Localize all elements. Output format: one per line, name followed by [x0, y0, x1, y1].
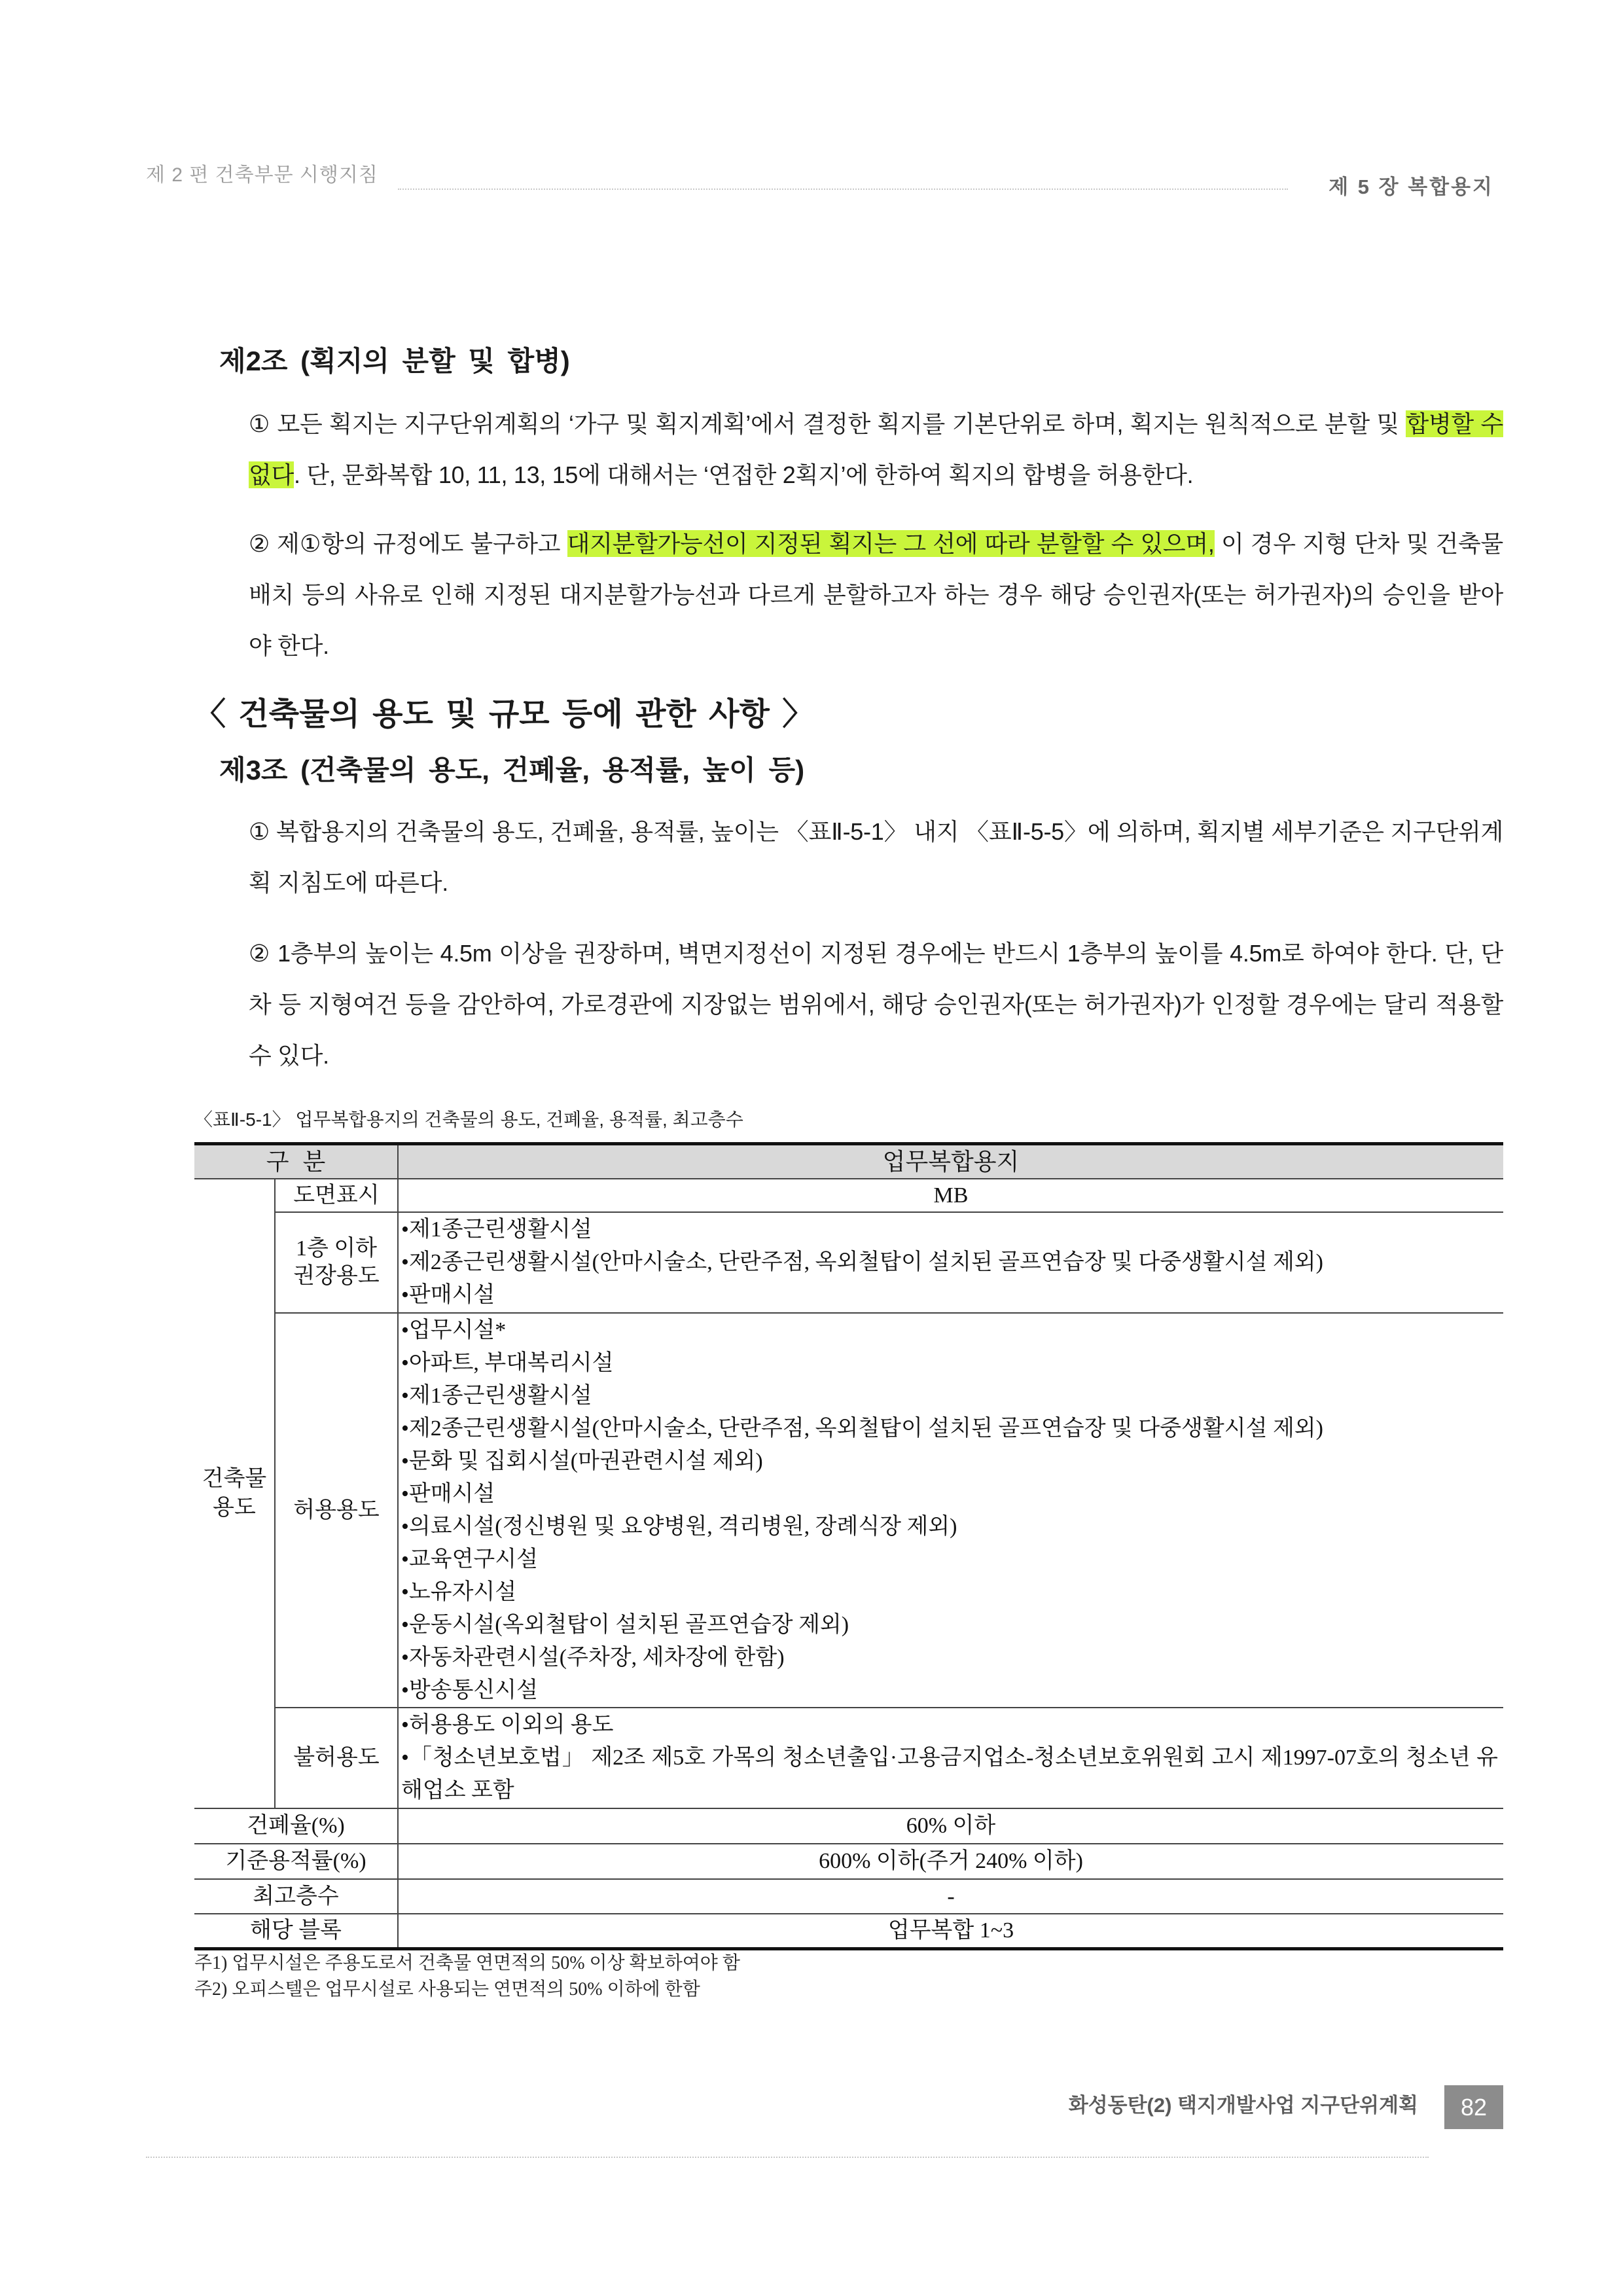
prohibited-use-label: 불허용도: [275, 1708, 398, 1808]
table-row: [194, 1914, 1503, 1949]
permitted-use-list: [398, 1313, 1503, 1708]
running-header-part: 제 2 편 건축부문 시행지침: [146, 164, 378, 186]
table-row: [194, 1708, 1503, 1808]
table-row: [194, 1879, 1503, 1914]
table-notes: [194, 1950, 1503, 2003]
drawing-mark-label: 도면표시: [275, 1179, 398, 1212]
list-item: •제1종근린생활시설: [401, 1383, 592, 1408]
list-item: •허용용도 이외의 용도: [401, 1713, 614, 1737]
list-item: •판매시설: [401, 1481, 495, 1506]
list-item: •의료시설(정신병원 및 요양병원, 격리병원, 장례식장 제외): [401, 1514, 957, 1539]
paragraph-text: ② 제①항의 규정에도 불구하고: [249, 530, 567, 557]
applicable-block-label: 해당 블록: [194, 1914, 398, 1949]
list-item: •「청소년보호법」 제2조 제5호 가목의 청소년출입·고용금지업소-청소년보호위원회 고시 제1997-07호의 청소년 유해업소 포함: [401, 1746, 1498, 1803]
running-header-chapter: 제 5 장 복합용지: [1329, 175, 1494, 198]
article-2-title: 제2조 (획지의 분할 및 합병): [219, 346, 570, 376]
header-zone-cell: 업무복합용지: [398, 1144, 1503, 1179]
article-3-paragraph-1: ① 복합용지의 건축물의 용도, 건폐율, 용적률, 높이는 〈표Ⅱ-5-1〉 내지 〈표Ⅱ-5-5〉에 의하며, 획지별 세부기준은 지구단위계획 지침도에 따른다.: [249, 818, 1503, 896]
group-label-line: 용도: [213, 1496, 256, 1520]
table-note: 주2) 오피스텔은 업무시설로 사용되는 연면적의 50% 이하에 한함: [194, 1979, 700, 2000]
list-item: •업무시설*: [401, 1318, 507, 1342]
list-item: •방송통신시설: [401, 1677, 538, 1702]
paragraph-text: ① 모든 획지는 지구단위계획의 ‘가구 및 획지계획’에서 결정한 획지를 기본단위로 하며, 획지는 원칙적으로 분할 및: [249, 410, 1406, 437]
permitted-use-label: 허용용도: [275, 1313, 398, 1708]
article-2-paragraph-2: [249, 518, 1503, 672]
list-item: •운동시설(옥외철탑이 설치된 골프연습장 제외): [401, 1612, 849, 1637]
header-category-cell: 구 분: [194, 1144, 398, 1179]
section-heading: 〈 건축물의 용도 및 규모 등에 관한 사항 〉: [194, 697, 814, 732]
max-floors-value: -: [398, 1879, 1503, 1914]
table-header-row: [194, 1144, 1503, 1179]
list-item: •자동차관련시설(주차장, 세차장에 한함): [401, 1645, 785, 1670]
list-item: •노유자시설: [401, 1579, 517, 1604]
article-2-paragraph-1: [249, 399, 1503, 501]
footer-dotted-rule: [146, 2157, 1429, 2158]
table-row: [194, 1212, 1503, 1313]
label-line: 권장용도: [293, 1264, 380, 1288]
article-3-title: 제3조 (건축물의 용도, 건폐율, 용적률, 높이 등): [219, 755, 805, 785]
page-body: [194, 342, 1503, 2003]
list-item: •교육연구시설: [401, 1547, 538, 1571]
table-caption: 〈표Ⅱ-5-1〉 업무복합용지의 건축물의 용도, 건폐율, 용적률, 최고층수: [194, 1109, 743, 1130]
page-number: 82: [1444, 2085, 1503, 2129]
list-item: •아파트, 부대복리시설: [401, 1350, 614, 1375]
coverage-ratio-value: 60% 이하: [398, 1808, 1503, 1844]
drawing-mark-value: MB: [398, 1179, 1503, 1212]
table-row: [194, 1179, 1503, 1212]
highlighted-text: 합병할 수 없다: [249, 410, 1503, 488]
list-item: •문화 및 집회시설(마권관련시설 제외): [401, 1448, 763, 1473]
group-label-line: 건축물: [202, 1467, 267, 1491]
table-row: [194, 1313, 1503, 1708]
max-floors-label: 최고층수: [194, 1879, 398, 1914]
table-row: [194, 1844, 1503, 1879]
list-item: •제1종근린생활시설: [401, 1217, 592, 1242]
article-3-paragraph-2: ② 1층부의 높이는 4.5m 이상을 권장하며, 벽면지정선이 지정된 경우에는 반드시 1층부의 높이를 4.5m로 하여야 한다. 단, 단차 등 지형여건 등을 감안하여, 가로경관에 지장없는 범위에서, 해당 승인권자(또는 허가권자)가 인정할 경우에는 달리 적용할 수 있다.: [249, 940, 1503, 1069]
footer-document-title: 화성동탄(2) 택지개발사업 지구단위계획: [1068, 2094, 1418, 2117]
applicable-block-value: 업무복합 1~3: [398, 1914, 1503, 1949]
highlighted-text: 대지분할가능선이 지정된 획지는 그 선에 따라 분할할 수 있으며,: [567, 530, 1215, 557]
coverage-ratio-label: 건폐율(%): [194, 1808, 398, 1844]
paragraph-text: 이 경우 지형 단차 및 건축물 배치 등의 사유로 인해 지정된 대지분할가능선과 다르게 분할하고자 하는 경우 해당 승인권자(또는 허가권자)의 승인을 받아야 한다.: [249, 530, 1503, 659]
floor-area-ratio-value: 600% 이하(주거 240% 이하): [398, 1844, 1503, 1879]
list-item: •제2종근린생활시설(안마시술소, 단란주점, 옥외철탑이 설치된 골프연습장 및 다중생활시설 제외): [401, 1250, 1323, 1274]
list-item: •제2종근린생활시설(안마시술소, 단란주점, 옥외철탑이 설치된 골프연습장 및 다중생활시설 제외): [401, 1416, 1323, 1441]
paragraph-text: . 단, 문화복합 10, 11, 13, 15에 대해서는 ‘연접한 2획지’에 한하여 획지의 합병을 허용한다.: [293, 461, 1194, 488]
recommended-use-label: [275, 1212, 398, 1313]
table-row: [194, 1808, 1503, 1844]
recommended-use-list: [398, 1212, 1503, 1313]
building-use-group-label: [194, 1179, 275, 1808]
table-note: 주1) 업무시설은 주용도로서 건축물 연면적의 50% 이상 확보하여야 함: [194, 1953, 740, 1973]
header-dotted-rule: [398, 188, 1288, 190]
floor-area-ratio-label: 기준용적률(%): [194, 1844, 398, 1879]
list-item: •판매시설: [401, 1283, 495, 1307]
prohibited-use-list: [398, 1708, 1503, 1808]
zoning-spec-table: [194, 1142, 1503, 1950]
label-line: 1층 이하: [295, 1236, 378, 1261]
